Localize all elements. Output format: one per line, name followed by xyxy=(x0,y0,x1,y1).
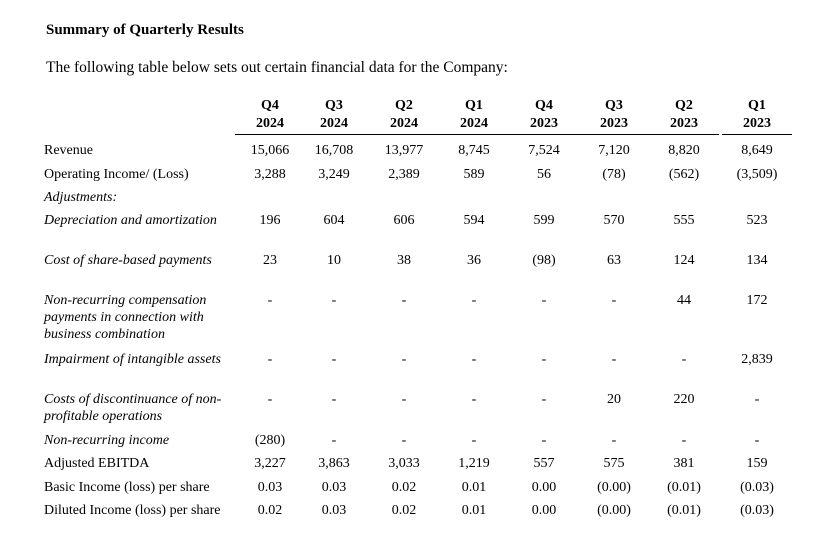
table-cell: 3,033 xyxy=(388,456,420,471)
table-cell: 0.02 xyxy=(391,480,417,495)
table-cell: 36 xyxy=(467,253,481,268)
table-cell: - xyxy=(541,352,547,367)
table-cell: 589 xyxy=(463,167,485,182)
table-cell: (280) xyxy=(254,433,286,448)
table-cell: 63 xyxy=(607,253,621,268)
column-header xyxy=(722,97,792,135)
row-label: Non-recurring compensation payments in connection with business combination xyxy=(44,293,207,342)
table-cell: 8,649 xyxy=(741,143,773,158)
table-cell: - xyxy=(331,352,337,367)
column-quarter: Q3 xyxy=(325,98,343,113)
column-header xyxy=(235,97,305,135)
column-quarter: Q3 xyxy=(605,98,623,113)
column-year: 2023 xyxy=(722,115,792,135)
table-cell: 0.03 xyxy=(257,480,283,495)
column-header xyxy=(579,97,649,135)
table-cell: 13,977 xyxy=(384,143,424,158)
table-cell: 0.02 xyxy=(257,503,283,518)
table-cell: (562) xyxy=(668,167,700,182)
table-cell: 2,839 xyxy=(741,352,773,367)
row-label: Cost of share-based payments xyxy=(44,253,212,268)
table-cell: 16,708 xyxy=(314,143,354,158)
table-cell: - xyxy=(471,433,477,448)
table-cell: 557 xyxy=(533,456,555,471)
row-label: Impairment of intangible assets xyxy=(44,352,221,367)
table-cell: - xyxy=(541,392,547,407)
table-cell: 381 xyxy=(673,456,695,471)
table-cell: - xyxy=(681,352,687,367)
table-cell: 10 xyxy=(327,253,341,268)
table-cell: 0.01 xyxy=(461,503,487,518)
row-label: Diluted Income (loss) per share xyxy=(44,503,221,518)
table-cell: 159 xyxy=(746,456,768,471)
table-cell: - xyxy=(471,293,477,308)
table-cell: 0.01 xyxy=(461,480,487,495)
table-cell: 1,219 xyxy=(458,456,490,471)
table-cell: - xyxy=(611,293,617,308)
column-year: 2023 xyxy=(579,115,649,135)
row-label: Costs of discontinuance of non-profitable operations xyxy=(44,392,222,424)
table-cell: 604 xyxy=(323,213,345,228)
table-cell: (0.00) xyxy=(597,503,631,518)
table-cell: 44 xyxy=(677,293,691,308)
table-cell: - xyxy=(331,293,337,308)
table-cell: 3,249 xyxy=(318,167,350,182)
table-cell: 134 xyxy=(746,253,768,268)
column-header xyxy=(509,97,579,135)
column-quarter: Q4 xyxy=(261,98,279,113)
table-cell: 555 xyxy=(673,213,695,228)
table-cell: 599 xyxy=(533,213,555,228)
table-cell: (0.01) xyxy=(667,480,701,495)
row-label: Adjustments: xyxy=(44,190,118,205)
column-header xyxy=(299,97,369,135)
column-header xyxy=(649,97,719,135)
table-cell: - xyxy=(541,293,547,308)
table-cell: 0.02 xyxy=(391,503,417,518)
row-label: Depreciation and amortization xyxy=(44,213,217,228)
table-cell: - xyxy=(267,352,273,367)
table-cell: 7,120 xyxy=(598,143,630,158)
table-cell: (0.01) xyxy=(667,503,701,518)
row-label: Operating Income/ (Loss) xyxy=(44,167,189,182)
table-cell: 38 xyxy=(397,253,411,268)
page-title: Summary of Quarterly Results xyxy=(46,22,244,38)
table-cell: 56 xyxy=(537,167,551,182)
table-cell: - xyxy=(331,392,337,407)
table-cell: 20 xyxy=(607,392,621,407)
column-quarter: Q2 xyxy=(395,98,413,113)
page-subtitle: The following table below sets out certain financial data for the Company: xyxy=(46,59,508,76)
column-year: 2024 xyxy=(299,115,369,135)
table-cell: (3,509) xyxy=(736,167,778,182)
table-cell: 0.00 xyxy=(531,503,557,518)
table-cell: 575 xyxy=(603,456,625,471)
table-cell: 7,524 xyxy=(528,143,560,158)
table-cell: 3,288 xyxy=(254,167,286,182)
table-cell: 606 xyxy=(393,213,415,228)
column-year: 2023 xyxy=(649,115,719,135)
table-cell: 570 xyxy=(603,213,625,228)
table-cell: 23 xyxy=(263,253,277,268)
table-cell: (0.00) xyxy=(597,480,631,495)
row-label: Non-recurring income xyxy=(44,433,170,448)
column-quarter: Q1 xyxy=(465,98,483,113)
table-cell: - xyxy=(267,293,273,308)
table-cell: (0.03) xyxy=(740,480,774,495)
table-cell: 124 xyxy=(673,253,695,268)
table-cell: - xyxy=(267,392,273,407)
table-cell: - xyxy=(541,433,547,448)
table-cell: 220 xyxy=(673,392,695,407)
table-cell: - xyxy=(754,433,760,448)
table-cell: (0.03) xyxy=(740,503,774,518)
table-cell: - xyxy=(611,352,617,367)
row-label: Revenue xyxy=(44,143,93,158)
column-year: 2024 xyxy=(235,115,305,135)
table-cell: - xyxy=(401,352,407,367)
table-cell: 0.00 xyxy=(531,480,557,495)
column-year: 2023 xyxy=(509,115,579,135)
table-cell: (98) xyxy=(532,253,556,268)
table-cell: - xyxy=(471,352,477,367)
table-cell: - xyxy=(331,433,337,448)
table-cell: - xyxy=(754,392,760,407)
table-cell: 172 xyxy=(746,293,768,308)
table-cell: - xyxy=(401,293,407,308)
table-cell: 2,389 xyxy=(388,167,420,182)
column-year: 2024 xyxy=(439,115,509,135)
table-cell: 594 xyxy=(463,213,485,228)
table-cell: 3,227 xyxy=(254,456,286,471)
table-cell: 8,820 xyxy=(668,143,700,158)
table-cell: - xyxy=(611,433,617,448)
table-cell: 0.03 xyxy=(321,503,347,518)
column-year: 2024 xyxy=(369,115,439,135)
table-cell: 0.03 xyxy=(321,480,347,495)
table-cell: 196 xyxy=(259,213,281,228)
table-cell: - xyxy=(471,392,477,407)
column-quarter: Q4 xyxy=(535,98,553,113)
column-quarter: Q1 xyxy=(748,98,766,113)
row-label: Basic Income (loss) per share xyxy=(44,480,210,495)
column-quarter: Q2 xyxy=(675,98,693,113)
column-header xyxy=(369,97,439,135)
table-cell: - xyxy=(681,433,687,448)
table-cell: - xyxy=(401,433,407,448)
column-header xyxy=(439,97,509,135)
table-cell: - xyxy=(401,392,407,407)
row-label: Adjusted EBITDA xyxy=(44,456,150,471)
table-cell: (78) xyxy=(602,167,626,182)
table-cell: 15,066 xyxy=(250,143,290,158)
table-cell: 3,863 xyxy=(318,456,350,471)
table-cell: 8,745 xyxy=(458,143,490,158)
table-cell: 523 xyxy=(746,213,768,228)
